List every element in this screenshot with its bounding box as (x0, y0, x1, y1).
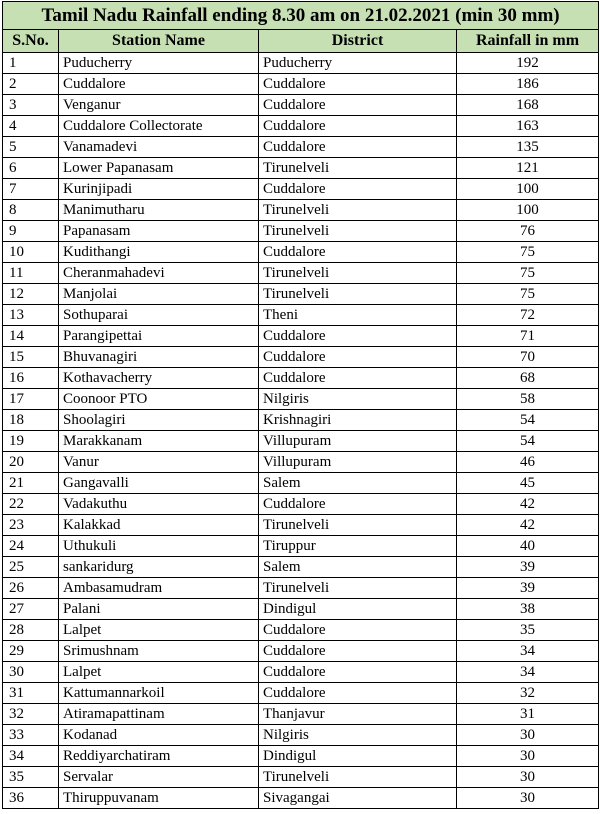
cell-sno: 9 (3, 221, 59, 242)
cell-rainfall: 46 (457, 452, 599, 473)
cell-sno: 10 (3, 242, 59, 263)
cell-station-name: Manimutharu (59, 200, 259, 221)
cell-rainfall: 30 (457, 788, 599, 809)
cell-station-name: Vanur (59, 452, 259, 473)
cell-district: Nilgiris (259, 389, 457, 410)
cell-sno: 5 (3, 137, 59, 158)
table-title: Tamil Nadu Rainfall ending 8.30 am on 21.02.2021 (min 30 mm) (3, 2, 599, 30)
table-row (3, 473, 599, 494)
cell-rainfall: 40 (457, 536, 599, 557)
table-body (3, 53, 599, 809)
cell-sno: 11 (3, 263, 59, 284)
cell-district: Cuddalore (259, 116, 457, 137)
cell-rainfall: 121 (457, 158, 599, 179)
cell-district: Tirunelveli (259, 263, 457, 284)
cell-rainfall: 30 (457, 725, 599, 746)
header-row (3, 30, 599, 53)
cell-rainfall: 100 (457, 179, 599, 200)
cell-rainfall: 68 (457, 368, 599, 389)
cell-sno: 29 (3, 641, 59, 662)
cell-station-name: Manjolai (59, 284, 259, 305)
cell-station-name: Lower Papanasam (59, 158, 259, 179)
cell-sno: 19 (3, 431, 59, 452)
cell-sno: 35 (3, 767, 59, 788)
cell-station-name: Ambasamudram (59, 578, 259, 599)
cell-sno: 32 (3, 704, 59, 725)
cell-station-name: Cuddalore Collectorate (59, 116, 259, 137)
cell-district: Salem (259, 557, 457, 578)
cell-sno: 25 (3, 557, 59, 578)
table-row (3, 263, 599, 284)
cell-sno: 26 (3, 578, 59, 599)
cell-district: Tirunelveli (259, 284, 457, 305)
table-row (3, 242, 599, 263)
cell-sno: 24 (3, 536, 59, 557)
cell-rainfall: 168 (457, 95, 599, 116)
table-row (3, 95, 599, 116)
cell-district: Puducherry (259, 53, 457, 74)
cell-station-name: Lalpet (59, 620, 259, 641)
cell-rainfall: 72 (457, 305, 599, 326)
table-row (3, 200, 599, 221)
cell-station-name: Papanasam (59, 221, 259, 242)
table-row (3, 578, 599, 599)
cell-sno: 13 (3, 305, 59, 326)
cell-station-name: Lalpet (59, 662, 259, 683)
cell-district: Villupuram (259, 452, 457, 473)
table-row (3, 347, 599, 368)
cell-sno: 27 (3, 599, 59, 620)
cell-rainfall: 34 (457, 641, 599, 662)
cell-district: Theni (259, 305, 457, 326)
header-sno: S.No. (3, 30, 59, 53)
cell-district: Cuddalore (259, 494, 457, 515)
cell-rainfall: 192 (457, 53, 599, 74)
table-row (3, 74, 599, 95)
table-row (3, 179, 599, 200)
cell-district: Cuddalore (259, 641, 457, 662)
cell-station-name: Gangavalli (59, 473, 259, 494)
cell-station-name: Uthukuli (59, 536, 259, 557)
cell-district: Nilgiris (259, 725, 457, 746)
cell-station-name: Marakkanam (59, 431, 259, 452)
cell-station-name: Kothavacherry (59, 368, 259, 389)
cell-station-name: Palani (59, 599, 259, 620)
cell-sno: 28 (3, 620, 59, 641)
cell-rainfall: 70 (457, 347, 599, 368)
cell-district: Tirunelveli (259, 578, 457, 599)
cell-district: Tirunelveli (259, 200, 457, 221)
table-row (3, 284, 599, 305)
cell-rainfall: 30 (457, 746, 599, 767)
cell-district: Cuddalore (259, 95, 457, 116)
table-row (3, 389, 599, 410)
cell-sno: 33 (3, 725, 59, 746)
cell-rainfall: 135 (457, 137, 599, 158)
cell-station-name: Cuddalore (59, 74, 259, 95)
cell-sno: 14 (3, 326, 59, 347)
cell-station-name: Kudithangi (59, 242, 259, 263)
cell-sno: 16 (3, 368, 59, 389)
cell-rainfall: 75 (457, 284, 599, 305)
cell-rainfall: 42 (457, 494, 599, 515)
cell-sno: 21 (3, 473, 59, 494)
cell-district: Thanjavur (259, 704, 457, 725)
cell-rainfall: 42 (457, 515, 599, 536)
table-row (3, 536, 599, 557)
cell-station-name: Venganur (59, 95, 259, 116)
cell-district: Tirunelveli (259, 515, 457, 536)
table-row (3, 116, 599, 137)
cell-station-name: Parangipettai (59, 326, 259, 347)
table-row (3, 704, 599, 725)
cell-sno: 17 (3, 389, 59, 410)
table-row (3, 641, 599, 662)
cell-station-name: Srimushnam (59, 641, 259, 662)
cell-station-name: Vadakuthu (59, 494, 259, 515)
cell-station-name: Puducherry (59, 53, 259, 74)
cell-district: Sivagangai (259, 788, 457, 809)
cell-station-name: Atiramapattinam (59, 704, 259, 725)
cell-district: Cuddalore (259, 137, 457, 158)
cell-rainfall: 58 (457, 389, 599, 410)
cell-district: Tirunelveli (259, 221, 457, 242)
cell-district: Cuddalore (259, 242, 457, 263)
cell-district: Cuddalore (259, 74, 457, 95)
cell-sno: 22 (3, 494, 59, 515)
cell-rainfall: 35 (457, 620, 599, 641)
cell-sno: 7 (3, 179, 59, 200)
cell-sno: 8 (3, 200, 59, 221)
cell-sno: 30 (3, 662, 59, 683)
cell-sno: 2 (3, 74, 59, 95)
cell-sno: 3 (3, 95, 59, 116)
cell-sno: 18 (3, 410, 59, 431)
cell-district: Cuddalore (259, 683, 457, 704)
table-row (3, 53, 599, 74)
cell-sno: 12 (3, 284, 59, 305)
cell-rainfall: 186 (457, 74, 599, 95)
cell-station-name: Vanamadevi (59, 137, 259, 158)
cell-district: Cuddalore (259, 347, 457, 368)
cell-district: Villupuram (259, 431, 457, 452)
cell-district: Tirunelveli (259, 767, 457, 788)
cell-station-name: Kattumannarkoil (59, 683, 259, 704)
cell-station-name: Servalar (59, 767, 259, 788)
cell-rainfall: 39 (457, 557, 599, 578)
table-row (3, 410, 599, 431)
table-row (3, 599, 599, 620)
table-row (3, 788, 599, 809)
cell-station-name: Sothuparai (59, 305, 259, 326)
header-station-name: Station Name (59, 30, 259, 53)
cell-district: Dindigul (259, 746, 457, 767)
table-row (3, 557, 599, 578)
cell-rainfall: 100 (457, 200, 599, 221)
table-row (3, 368, 599, 389)
cell-sno: 34 (3, 746, 59, 767)
table-row (3, 494, 599, 515)
cell-rainfall: 30 (457, 767, 599, 788)
cell-sno: 6 (3, 158, 59, 179)
title-row (3, 2, 599, 30)
table-row (3, 725, 599, 746)
cell-station-name: Kalakkad (59, 515, 259, 536)
table-row (3, 620, 599, 641)
cell-rainfall: 32 (457, 683, 599, 704)
table-row (3, 326, 599, 347)
cell-station-name: Shoolagiri (59, 410, 259, 431)
table-row (3, 746, 599, 767)
cell-district: Cuddalore (259, 179, 457, 200)
cell-rainfall: 45 (457, 473, 599, 494)
cell-district: Cuddalore (259, 368, 457, 389)
cell-sno: 31 (3, 683, 59, 704)
cell-sno: 20 (3, 452, 59, 473)
cell-station-name: Kodanad (59, 725, 259, 746)
cell-district: Salem (259, 473, 457, 494)
rainfall-table (2, 1, 599, 809)
table-row (3, 662, 599, 683)
cell-sno: 4 (3, 116, 59, 137)
cell-district: Cuddalore (259, 620, 457, 641)
cell-district: Cuddalore (259, 662, 457, 683)
rainfall-table-container (2, 1, 598, 809)
cell-sno: 36 (3, 788, 59, 809)
cell-rainfall: 75 (457, 263, 599, 284)
cell-rainfall: 34 (457, 662, 599, 683)
cell-sno: 1 (3, 53, 59, 74)
cell-rainfall: 38 (457, 599, 599, 620)
cell-rainfall: 54 (457, 410, 599, 431)
table-row (3, 221, 599, 242)
table-row (3, 767, 599, 788)
header-rainfall: Rainfall in mm (457, 30, 599, 53)
cell-station-name: Thiruppuvanam (59, 788, 259, 809)
cell-rainfall: 76 (457, 221, 599, 242)
table-row (3, 158, 599, 179)
table-row (3, 305, 599, 326)
cell-station-name: Reddiyarchatiram (59, 746, 259, 767)
cell-district: Cuddalore (259, 326, 457, 347)
cell-district: Tiruppur (259, 536, 457, 557)
cell-district: Dindigul (259, 599, 457, 620)
cell-station-name: Bhuvanagiri (59, 347, 259, 368)
table-row (3, 137, 599, 158)
cell-station-name: Kurinjipadi (59, 179, 259, 200)
table-row (3, 431, 599, 452)
table-row (3, 452, 599, 473)
cell-rainfall: 39 (457, 578, 599, 599)
cell-district: Tirunelveli (259, 158, 457, 179)
cell-sno: 15 (3, 347, 59, 368)
table-row (3, 515, 599, 536)
cell-district: Krishnagiri (259, 410, 457, 431)
cell-sno: 23 (3, 515, 59, 536)
cell-station-name: Cheranmahadevi (59, 263, 259, 284)
table-row (3, 683, 599, 704)
cell-station-name: Coonoor PTO (59, 389, 259, 410)
cell-rainfall: 75 (457, 242, 599, 263)
cell-rainfall: 31 (457, 704, 599, 725)
cell-rainfall: 54 (457, 431, 599, 452)
cell-rainfall: 163 (457, 116, 599, 137)
cell-rainfall: 71 (457, 326, 599, 347)
header-district: District (259, 30, 457, 53)
cell-station-name: sankaridurg (59, 557, 259, 578)
